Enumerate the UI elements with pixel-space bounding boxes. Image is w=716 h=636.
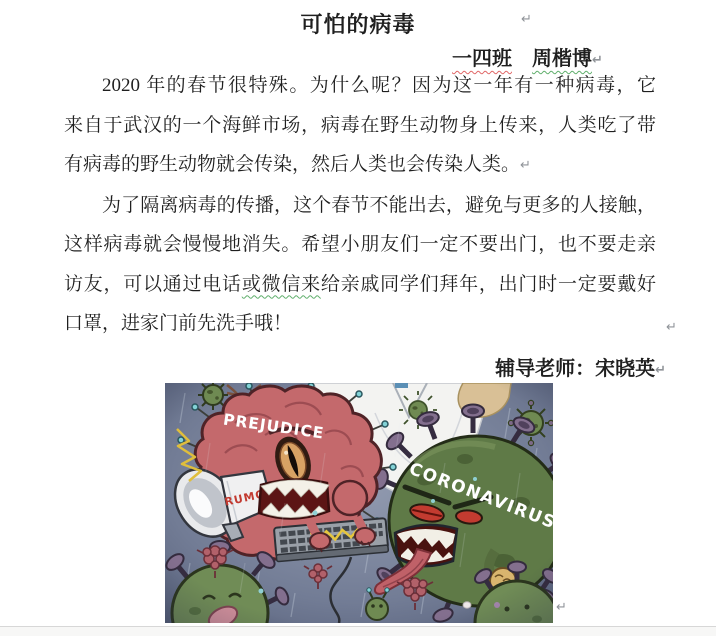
return-mark-icon: ↵ bbox=[592, 53, 603, 68]
paragraph-line: 2020 年的春节很特殊。为什么呢？因为这一年有一种病毒，它 bbox=[102, 75, 656, 96]
body-text bbox=[64, 66, 656, 344]
paragraph-line: 这样病毒就会慢慢地消失。希望小朋友们一定不要出门，也不要走亲 bbox=[64, 234, 656, 255]
virus-cartoon-image[interactable] bbox=[165, 383, 553, 623]
return-mark-icon: ↵ bbox=[666, 320, 677, 335]
paragraph-line: 来自于武汉的一个海鲜市场，病毒在野生动物身上传来，人类吃了带 bbox=[64, 114, 656, 136]
teacher-credit bbox=[495, 352, 666, 381]
paragraph-line: 为了隔离病毒的传播，这个春节不能出去，避免与更多的人接触， bbox=[102, 194, 656, 216]
return-mark-icon: ↵ bbox=[521, 12, 532, 27]
paragraph-line bbox=[64, 145, 656, 186]
document-title: 可怕的病毒 bbox=[300, 12, 416, 37]
grammar-flagged-text: 或微信来 bbox=[241, 273, 321, 295]
paragraph-line-text: 给亲戚同学们拜年，出门时一定要戴好 bbox=[320, 273, 656, 295]
return-mark-icon: ↵ bbox=[655, 363, 666, 378]
below-page-area bbox=[0, 627, 716, 636]
vignette bbox=[165, 383, 553, 623]
teacher-credit-text: 辅导老师：宋晓英 bbox=[495, 358, 656, 380]
byline-student-name: 周楷博 bbox=[532, 48, 592, 70]
return-mark-icon: ↵ bbox=[520, 158, 531, 173]
paragraph-line: 口罩，进家门前先洗手哦！ bbox=[64, 313, 293, 334]
byline-class-name: 一四班 bbox=[452, 48, 512, 70]
return-mark-icon: ↵ bbox=[556, 600, 567, 615]
paragraph-line bbox=[64, 265, 656, 305]
paragraph-line-text: 访友，可以通过电话 bbox=[64, 273, 242, 295]
paragraph-line-text: 有病毒的野生动物就会传染，然后人类也会传染人类。 bbox=[64, 154, 521, 175]
